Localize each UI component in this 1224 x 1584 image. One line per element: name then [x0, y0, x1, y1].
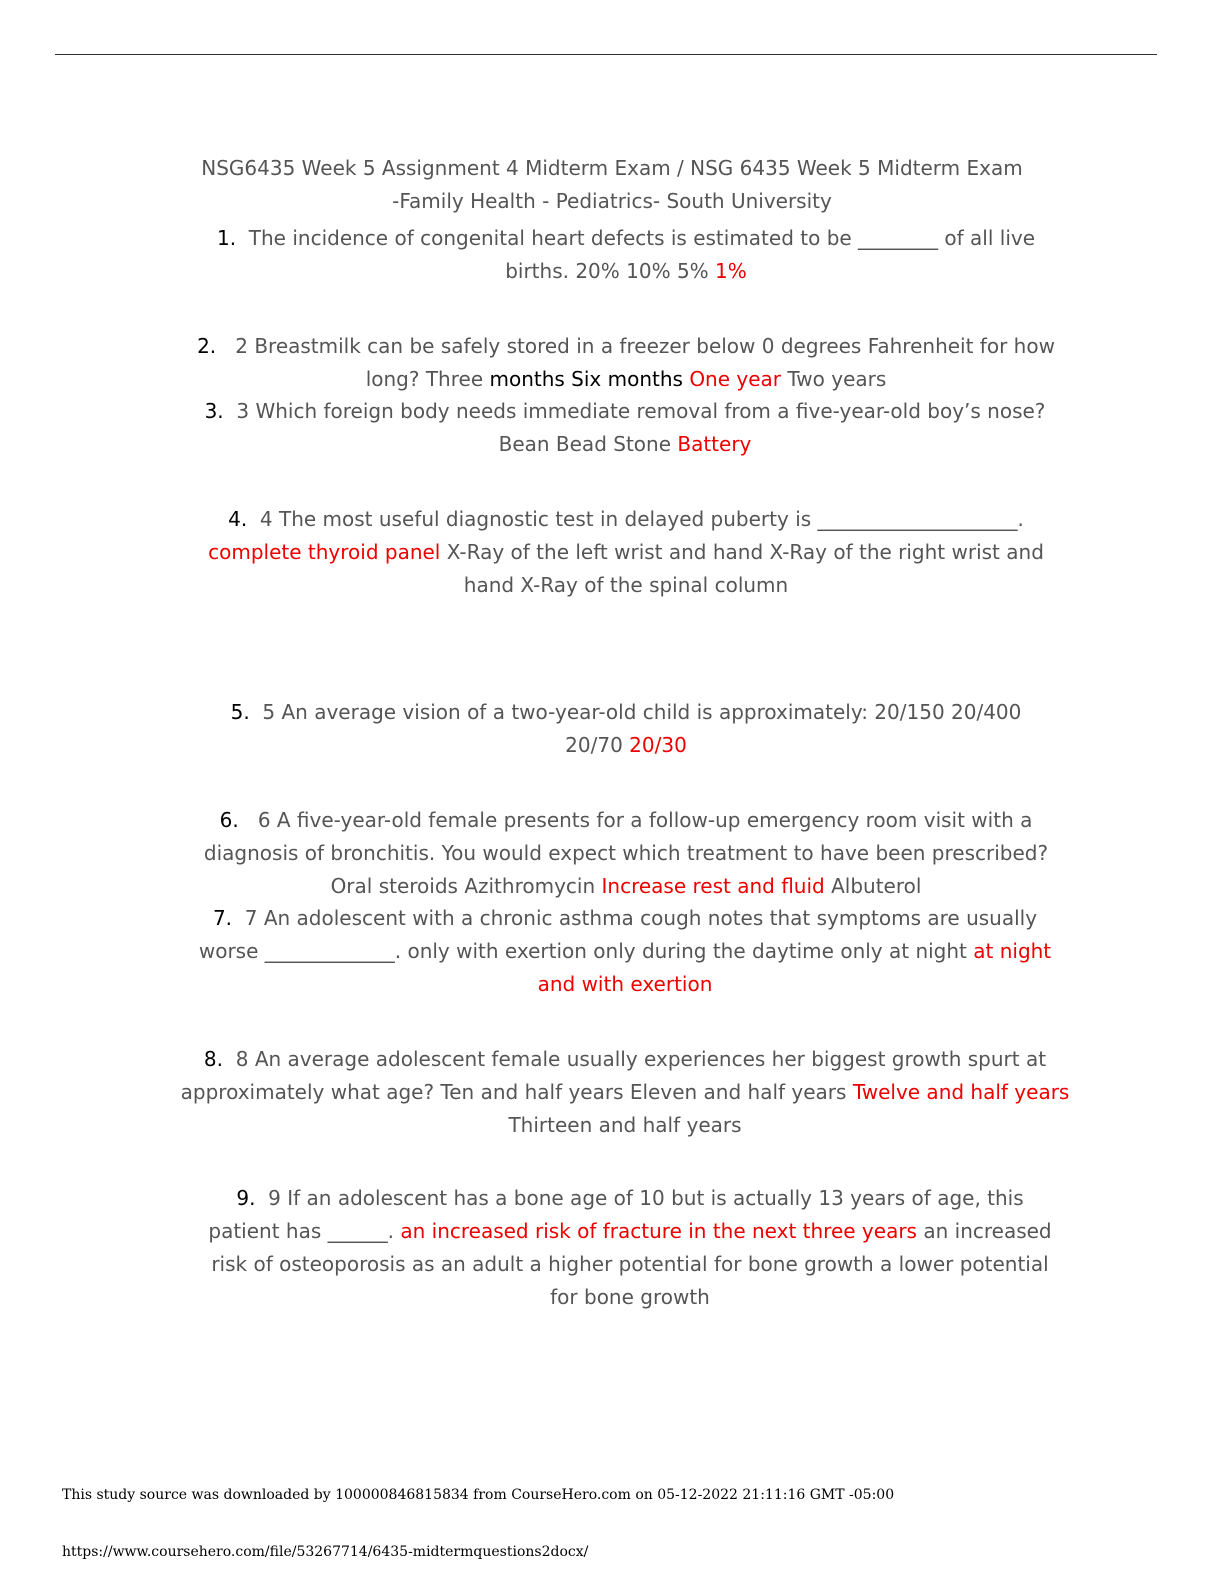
question-text: 5 An average vision of a two-year-old child is approximately: 20/150 20/400 20/70 [262, 700, 1022, 757]
question-number: 7. [212, 906, 233, 930]
question-text-dark: months Six months [489, 367, 683, 391]
correct-answer: Twelve and half years [852, 1080, 1070, 1104]
title-line-2: -Family Health - Pediatrics- South University [392, 189, 832, 213]
question-number: 1. [216, 226, 237, 250]
question-7 [190, 902, 1060, 1001]
question-text: 6 A five-year-old female presents for a follow-up emergency room visit with a diagnosis of bronchitis. You would expect which treatment to have been prescribed? Oral steroids Azithromycin [203, 808, 1049, 898]
question-text-after: Thirteen and half years [508, 1113, 742, 1137]
question-9 [206, 1182, 1054, 1314]
header-rule [55, 54, 1157, 55]
question-number: 6. [219, 808, 239, 832]
question-8 [180, 1043, 1070, 1142]
question-number: 4. [228, 507, 248, 531]
question-number: 3. [204, 399, 224, 423]
question-text: 4 The most useful diagnostic test in delayed puberty is ____________________. [259, 507, 1024, 531]
correct-answer: an increased risk of fracture in the next three years [400, 1219, 917, 1243]
correct-answer: Battery [677, 432, 752, 456]
source-url[interactable]: https://www.coursehero.com/file/53267714/6435-midtermquestions2docx/ [62, 1544, 589, 1560]
question-text-after: Albuterol [831, 874, 922, 898]
question-text: 8 An average adolescent female usually experiences her biggest growth spurt at approximately what age? Ten and half years Eleven and half years [180, 1047, 1047, 1104]
question-text: 3 Which foreign body needs immediate removal from a five-year-old boy’s nose? Bean Bead Stone [236, 399, 1046, 456]
question-6 [196, 804, 1056, 903]
question-number: 8. [203, 1047, 224, 1071]
question-3 [180, 395, 1070, 461]
correct-answer: 1% [715, 259, 747, 283]
question-text-after: an increased risk of osteoporosis as an adult a higher potential for bone growth a lower potential for bone growth [211, 1219, 1052, 1309]
question-4 [196, 503, 1056, 602]
correct-answer: at night and with exertion [537, 939, 1052, 996]
question-2 [196, 330, 1056, 396]
correct-answer: 20/30 [629, 733, 687, 757]
download-notice: This study source was downloaded by 100000846815834 from CourseHero.com on 05-12-2022 21:11:16 GMT -05:00 [62, 1487, 895, 1503]
question-text: 2 Breastmilk can be safely stored in a freezer below 0 degrees Fahrenheit for how long? Three [235, 334, 1055, 391]
question-text: 9 If an adolescent has a bone age of 10 but is actually 13 years of age, this patient has ______. [208, 1186, 1024, 1243]
correct-answer: Increase rest and fluid [601, 874, 825, 898]
document-title [160, 152, 1064, 218]
question-text-after: X-Ray of the left wrist and hand X-Ray of the right wrist and hand X-Ray of the spinal column [446, 540, 1044, 597]
correct-answer: complete thyroid panel [208, 540, 441, 564]
question-number: 2. [197, 334, 217, 358]
question-1 [196, 222, 1056, 288]
question-number: 5. [230, 700, 250, 724]
correct-answer: One year [689, 367, 782, 391]
question-5 [206, 696, 1046, 762]
question-text: 7 An adolescent with a chronic asthma cough notes that symptoms are usually worse _____________. only with exertion only during the daytime only at night [198, 906, 1038, 963]
question-number: 9. [236, 1186, 256, 1210]
question-text-after: Two years [787, 367, 887, 391]
title-line-1: NSG6435 Week 5 Assignment 4 Midterm Exam / NSG 6435 Week 5 Midterm Exam [201, 156, 1023, 180]
question-text: The incidence of congenital heart defects is estimated to be ________ of all live births. 20% 10% 5% [248, 226, 1036, 283]
